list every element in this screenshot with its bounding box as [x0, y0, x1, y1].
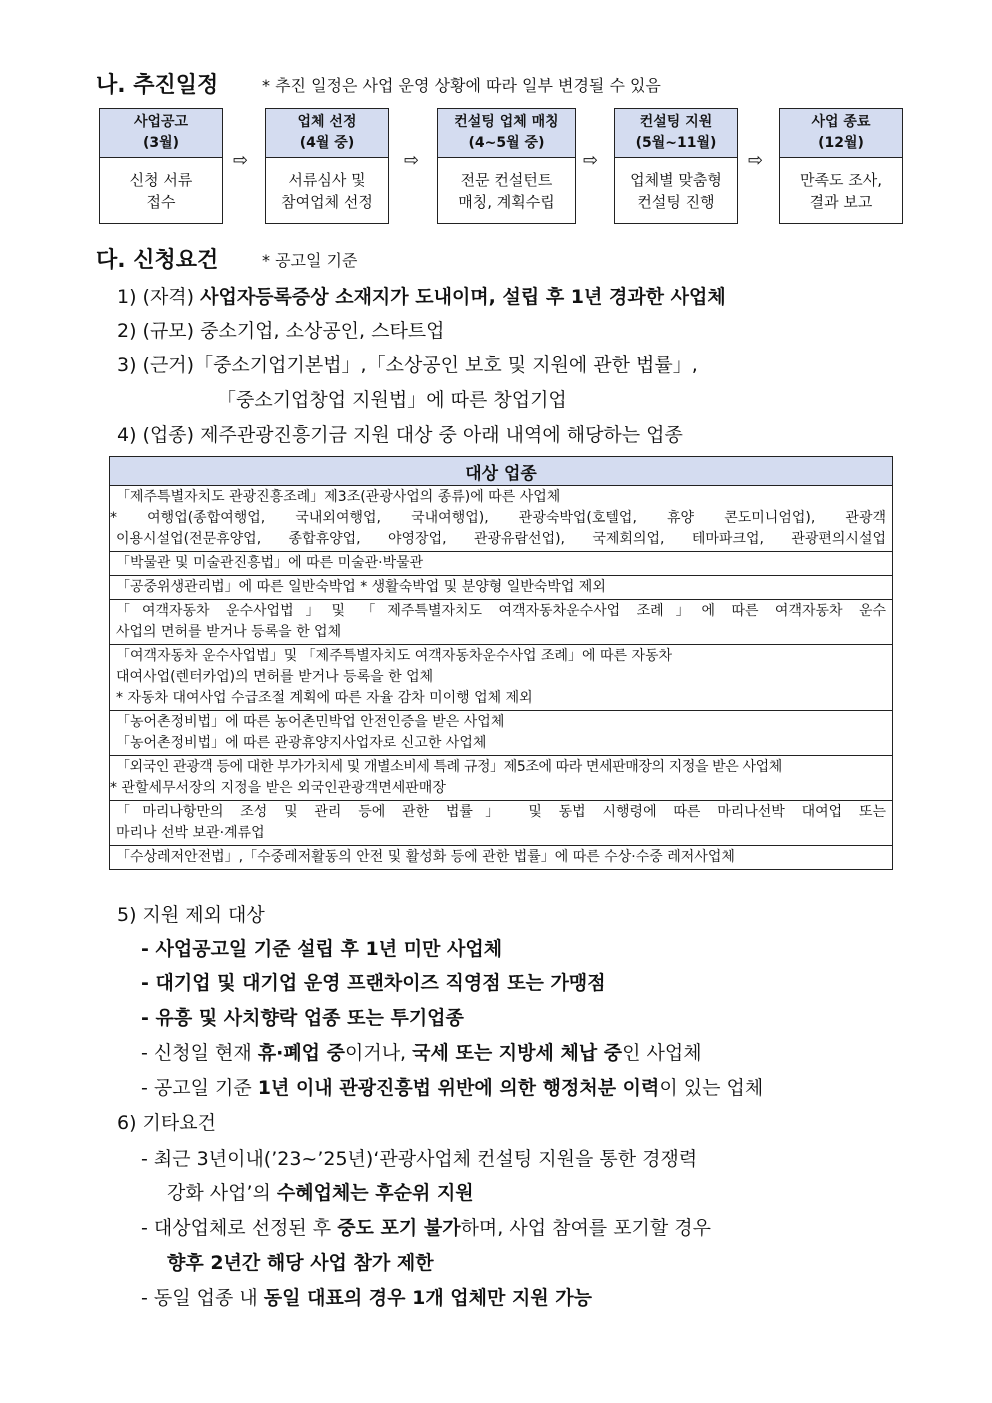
- requirements-note: * 공고일 기준: [262, 251, 358, 270]
- table-row: [110, 801, 892, 846]
- requirement-scale: 2) (규모) 중소기업, 소상공인, 스타트업: [117, 320, 445, 342]
- table-cell-line: 「공중위생관리법」에 따른 일반숙박업 * 생활숙박업 및 분양형 일반숙박업 제외: [116, 579, 606, 595]
- table-cell-line: 「농어촌정비법」에 따른 농어촌민박업 안전인증을 받은 사업체: [116, 714, 505, 730]
- others-item: 향후 2년간 해당 사업 참가 제한: [167, 1252, 434, 1274]
- text: 인 사업체: [622, 1042, 702, 1064]
- table-cell-line: 「제주특별자치도 관광진흥조례」제3조(관광사업의 종류)에 따른 사업체: [116, 489, 561, 505]
- text: 이 있는 업체: [659, 1077, 764, 1099]
- step-title: 사업공고: [133, 114, 189, 130]
- arrow-right-icon: ⇨: [404, 150, 420, 171]
- table-cell-line: 대여사업(렌터카업)의 면허를 받거나 등록을 한 업체: [116, 669, 434, 685]
- table-row: [110, 486, 892, 552]
- step-desc: 컨설팅 진행: [637, 193, 715, 211]
- text: 중도 포기 불가: [337, 1217, 461, 1239]
- table-cell-line: 「여객자동차 운수사업법」및 「제주특별자치도 여객자동차운수사업 조례」에 따른 자동차: [116, 648, 673, 664]
- step-desc: 참여업체 선정: [281, 193, 373, 211]
- requirements-section-title: 다. 신청요건: [96, 248, 219, 273]
- step-desc: 결과 보고: [809, 193, 873, 211]
- text: 휴·폐업 중: [257, 1042, 345, 1064]
- text: 하며, 사업 참여를 포기할 경우: [460, 1217, 712, 1239]
- step-period: (5월~11월): [635, 135, 717, 151]
- table-cell-line: * 관할세무서장의 지정을 받은 외국인관광객면세판매장: [110, 780, 446, 796]
- exclusion-item: - 유흥 및 사치향락 업종 또는 투기업종: [141, 1007, 464, 1029]
- table-header: 대상 업종: [110, 457, 892, 486]
- text: 1년 이내 관광진흥법 위반에 의한 행정처분 이력: [257, 1077, 660, 1099]
- text: 이거나,: [345, 1042, 413, 1064]
- text: - 공고일 기준: [141, 1077, 258, 1099]
- requirement-industry: 4) (업종) 제주관광진흥기금 지원 대상 중 아래 내역에 해당하는 업종: [117, 424, 683, 446]
- text: - 동일 업종 내: [141, 1287, 264, 1309]
- table-row: [110, 756, 892, 801]
- requirement-basis-line2: 「중소기업창업 지원법」에 따른 창업기업: [217, 389, 567, 411]
- table-cell-line: 「수상레저안전법」,「수중레저활동의 안전 및 활성화 등에 관한 법률」에 따른 수상·수중 레저사업체: [116, 849, 735, 865]
- step-period: (3월): [142, 135, 180, 151]
- step-desc: 전문 컨설턴트: [460, 171, 553, 189]
- requirement-text: 사업자등록증상 소재지가 도내이며, 설립 후 1년 경과한 사업체: [200, 286, 726, 308]
- exclusion-item: [141, 1038, 702, 1065]
- schedule-note: * 추진 일정은 사업 운영 상황에 따라 일부 변경될 수 있음: [262, 76, 661, 95]
- schedule-section-title: 나. 추진일정: [96, 73, 219, 98]
- exclusions-title: 5) 지원 제외 대상: [117, 904, 265, 926]
- table-cell-line: * 자동차 대여사업 수급조절 계획에 따른 자율 감차 미이행 업체 제외: [116, 690, 533, 706]
- exclusion-item: - 사업공고일 기준 설립 후 1년 미만 사업체: [141, 938, 503, 960]
- table-cell-line: 이용시설업(전문휴양업, 종합휴양업, 야영장업, 관광유람선업), 국제회의업, 테마파크업, 관광편의시설업: [116, 531, 886, 547]
- table-row: [110, 600, 892, 645]
- text: - 신청일 현재: [141, 1042, 258, 1064]
- step-title: 사업 종료: [811, 114, 871, 130]
- table-cell-line: 「여객자동차 운수사업법」및 「제주특별자치도 여객자동차운수사업 조례」에 따른 여객자동차 운수: [116, 603, 886, 619]
- table-row: [110, 576, 892, 600]
- others-title: 6) 기타요건: [117, 1112, 216, 1134]
- schedule-step-3: [437, 108, 576, 224]
- table-row: [110, 552, 892, 576]
- schedule-step-1: [99, 108, 223, 224]
- others-item: - 최근 3년이내(’23~’25년)‘관광사업체 컨설팅 지원을 통한 경쟁력: [141, 1148, 698, 1170]
- arrow-right-icon: ⇨: [583, 150, 599, 171]
- requirement-qualification: [117, 282, 726, 309]
- text: 강화 사업’의: [167, 1182, 277, 1204]
- others-item: [141, 1213, 711, 1240]
- others-item: [167, 1178, 474, 1205]
- schedule-step-4: [614, 108, 738, 224]
- schedule-step-2: [265, 108, 389, 224]
- table-cell-line: 「농어촌정비법」에 따른 관광휴양지사업자로 신고한 사업체: [116, 735, 487, 751]
- arrow-right-icon: ⇨: [748, 150, 764, 171]
- requirement-basis-line1: 3) (근거)「중소기업기본법」,「소상공인 보호 및 지원에 관한 법률」,: [117, 354, 698, 376]
- step-desc: 만족도 조사,: [800, 171, 882, 189]
- schedule-step-5: [779, 108, 903, 224]
- requirement-label: 1) (자격): [117, 286, 201, 308]
- step-title: 컨설팅 업체 매칭: [454, 114, 559, 130]
- table-cell-line: 「마리나항만의 조성 및 관리 등에 관한 법률」 및 동법 시행령에 따른 마리나선박 대여업 또는: [116, 804, 886, 820]
- step-period: (12월): [818, 135, 864, 151]
- table-cell-line: 「박물관 및 미술관진흥법」에 따른 미술관·박물관: [116, 555, 424, 571]
- text: - 대상업체로 선정된 후: [141, 1217, 338, 1239]
- step-desc: 매칭, 계획수립: [458, 193, 555, 211]
- table-row: [110, 711, 892, 756]
- text: 동일 대표의 경우 1개 업체만 지원 가능: [263, 1287, 593, 1309]
- arrow-right-icon: ⇨: [233, 150, 249, 171]
- step-desc: 접수: [146, 193, 176, 211]
- exclusion-item: [141, 1073, 763, 1100]
- table-cell-line: 「외국인 관광객 등에 대한 부가가치세 및 개별소비세 특례 규정」제5조에 따라 면세판매장의 지정을 받은 사업체: [116, 759, 782, 775]
- step-period: (4월 중): [299, 135, 355, 151]
- step-title: 업체 선정: [297, 114, 357, 130]
- industry-table: [109, 456, 893, 870]
- others-item: [141, 1283, 592, 1310]
- exclusion-item: - 대기업 및 대기업 운영 프랜차이즈 직영점 또는 가맹점: [141, 972, 606, 994]
- step-desc: 업체별 맞춤형: [630, 171, 722, 189]
- step-desc: 서류심사 및: [288, 171, 366, 189]
- table-cell-line: 마리나 선박 보관·계류업: [116, 825, 265, 841]
- table-cell-line: * 여행업(종합여행업, 국내외여행업, 국내여행업), 관광숙박업(호텔업, 휴양 콘도미니엄업), 관광객: [110, 510, 886, 526]
- table-cell-line: 사업의 면허를 받거나 등록을 한 업체: [116, 624, 342, 640]
- text: 수혜업체는 후순위 지원: [276, 1182, 474, 1204]
- step-period: (4~5월 중): [468, 135, 545, 151]
- table-row: [110, 645, 892, 711]
- step-title: 컨설팅 지원: [639, 114, 713, 130]
- step-desc: 신청 서류: [129, 171, 193, 189]
- text: 국세 또는 지방세 체납 중: [412, 1042, 623, 1064]
- table-row: [110, 846, 892, 869]
